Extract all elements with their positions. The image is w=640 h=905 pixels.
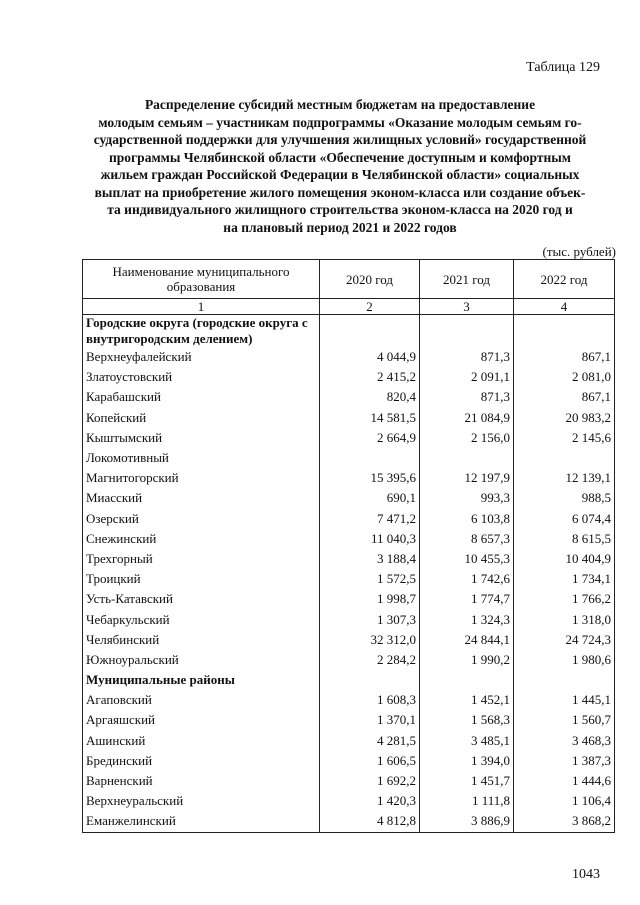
table-row — [83, 630, 615, 650]
value-2020: 1 608,3 — [320, 690, 420, 710]
municipality-name: Снежинский — [83, 529, 320, 549]
table-row — [83, 589, 615, 609]
value-2022: 1 444,6 — [514, 771, 615, 791]
title-line: та индивидуального жилищного строительства эконом-класса на 2020 год и — [107, 202, 573, 217]
value-2021: 993,3 — [420, 488, 514, 508]
municipality-name: Еманжелинский — [83, 811, 320, 832]
table-row — [83, 811, 615, 832]
value-2022: 3 468,3 — [514, 731, 615, 751]
table-row — [83, 529, 615, 549]
table-row — [83, 468, 615, 488]
value-2020: 1 307,3 — [320, 609, 420, 629]
value-2022: 20 983,2 — [514, 408, 615, 428]
title-line: сударственной поддержки для улучшения жилищных условий» государственной — [93, 132, 587, 147]
value-2022: 1 560,7 — [514, 710, 615, 730]
value-2020 — [320, 448, 420, 468]
municipality-name: Брединский — [83, 751, 320, 771]
municipality-name: Аргаяшский — [83, 710, 320, 730]
column-number: 2 — [320, 299, 420, 315]
municipality-name: Южноуральский — [83, 650, 320, 670]
subsidy-table — [82, 259, 615, 833]
value-2020: 4 812,8 — [320, 811, 420, 832]
title-line: выплат на приобретение жилого помещения эконом-класса или создание объек- — [94, 184, 586, 200]
value-2020: 3 188,4 — [320, 549, 420, 569]
table-row — [83, 549, 615, 569]
value-2022: 2 145,6 — [514, 428, 615, 448]
value-2022: 1 766,2 — [514, 589, 615, 609]
table-row — [83, 387, 615, 407]
municipality-name: Агаповский — [83, 690, 320, 710]
municipality-name: Златоустовский — [83, 367, 320, 387]
value-2022: 8 615,5 — [514, 529, 615, 549]
value-2021: 871,3 — [420, 387, 514, 407]
empty-cell — [420, 315, 514, 348]
municipality-name: Варненский — [83, 771, 320, 791]
table-row — [83, 650, 615, 670]
value-2020: 1 572,5 — [320, 569, 420, 589]
value-2021: 1 394,0 — [420, 751, 514, 771]
section-row — [83, 670, 615, 690]
value-2020: 4 281,5 — [320, 731, 420, 751]
value-2020: 2 664,9 — [320, 428, 420, 448]
municipality-name: Ашинский — [83, 731, 320, 751]
value-2020: 32 312,0 — [320, 630, 420, 650]
title-line: жильем граждан Российской Федерации в Челябинской области» социальных — [100, 167, 580, 182]
value-2022: 867,1 — [514, 387, 615, 407]
table-row — [83, 791, 615, 811]
page-number: 1043 — [572, 867, 600, 882]
empty-cell — [320, 670, 420, 690]
value-2021: 1 111,8 — [420, 791, 514, 811]
value-2022: 1 445,1 — [514, 690, 615, 710]
value-2021: 871,3 — [420, 347, 514, 367]
value-2021: 12 197,9 — [420, 468, 514, 488]
value-2020: 1 998,7 — [320, 589, 420, 609]
table-row — [83, 751, 615, 771]
value-2020: 2 284,2 — [320, 650, 420, 670]
title-line: на плановый период 2021 и 2022 годов — [223, 219, 457, 235]
value-2020: 2 415,2 — [320, 367, 420, 387]
table-row — [83, 367, 615, 387]
value-2021: 6 103,8 — [420, 509, 514, 529]
title-line: программы Челябинской области «Обеспечение доступным и комфортным — [109, 149, 571, 165]
municipality-name: Верхнеуфалейский — [83, 347, 320, 367]
header-name: Наименование муниципального образования — [83, 260, 320, 299]
municipality-name: Копейский — [83, 408, 320, 428]
value-2020: 1 606,5 — [320, 751, 420, 771]
table-row — [83, 448, 615, 468]
column-number: 3 — [420, 299, 514, 315]
value-2022: 867,1 — [514, 347, 615, 367]
municipality-name: Озерский — [83, 509, 320, 529]
table-row — [83, 488, 615, 508]
table-label: Таблица 129 — [526, 60, 600, 75]
value-2021: 1 774,7 — [420, 589, 514, 609]
value-2020: 1 370,1 — [320, 710, 420, 730]
value-2021: 3 886,9 — [420, 811, 514, 832]
empty-cell — [320, 315, 420, 348]
value-2020: 7 471,2 — [320, 509, 420, 529]
value-2021: 2 156,0 — [420, 428, 514, 448]
table-row — [83, 731, 615, 751]
table-row — [83, 690, 615, 710]
header-2022: 2022 год — [514, 260, 615, 299]
municipality-name: Трехгорный — [83, 549, 320, 569]
value-2020: 4 044,9 — [320, 347, 420, 367]
value-2022: 2 081,0 — [514, 367, 615, 387]
value-2021 — [420, 448, 514, 468]
header-2020: 2020 год — [320, 260, 420, 299]
table-row — [83, 771, 615, 791]
value-2021: 21 084,9 — [420, 408, 514, 428]
value-2021: 1 568,3 — [420, 710, 514, 730]
value-2021: 1 452,1 — [420, 690, 514, 710]
municipality-name: Чебаркульский — [83, 609, 320, 629]
table-row — [83, 569, 615, 589]
municipality-name: Троицкий — [83, 569, 320, 589]
value-2022: 1 387,3 — [514, 751, 615, 771]
value-2022: 1 318,0 — [514, 609, 615, 629]
value-2020: 1 420,3 — [320, 791, 420, 811]
section-heading: Муниципальные районы — [83, 670, 320, 690]
value-2021: 1 990,2 — [420, 650, 514, 670]
value-2022: 1 980,6 — [514, 650, 615, 670]
value-2022: 3 868,2 — [514, 811, 615, 832]
column-number: 4 — [514, 299, 615, 315]
empty-cell — [514, 315, 615, 348]
empty-cell — [514, 670, 615, 690]
value-2020: 690,1 — [320, 488, 420, 508]
municipality-name: Кыштымский — [83, 428, 320, 448]
title-line: Распределение субсидий местным бюджетам на предоставление — [144, 97, 536, 112]
header-row — [83, 260, 615, 299]
value-2022: 1 106,4 — [514, 791, 615, 811]
value-2020: 15 395,6 — [320, 468, 420, 488]
table-row — [83, 609, 615, 629]
value-2021: 24 844,1 — [420, 630, 514, 650]
value-2021: 1 451,7 — [420, 771, 514, 791]
empty-cell — [420, 670, 514, 690]
municipality-name: Усть-Катавский — [83, 589, 320, 609]
table-body — [83, 315, 615, 833]
value-2020: 1 692,2 — [320, 771, 420, 791]
value-2020: 14 581,5 — [320, 408, 420, 428]
municipality-name: Челябинский — [83, 630, 320, 650]
title-line: молодым семьям – участникам подпрограммы «Оказание молодым семьям го- — [98, 114, 582, 130]
table-row — [83, 347, 615, 367]
value-2021: 1 324,3 — [420, 609, 514, 629]
value-2022: 6 074,4 — [514, 509, 615, 529]
table-row — [83, 428, 615, 448]
value-2022 — [514, 448, 615, 468]
column-number: 1 — [83, 299, 320, 315]
value-2021: 1 742,6 — [420, 569, 514, 589]
table-row — [83, 509, 615, 529]
value-2020: 820,4 — [320, 387, 420, 407]
value-2020: 11 040,3 — [320, 529, 420, 549]
column-number-row — [83, 299, 615, 315]
section-heading: Городские округа (городские округа с внутригородским делением) — [83, 315, 320, 348]
value-2021: 8 657,3 — [420, 529, 514, 549]
value-2022: 24 724,3 — [514, 630, 615, 650]
municipality-name: Миасский — [83, 488, 320, 508]
table-row — [83, 408, 615, 428]
table-row — [83, 710, 615, 730]
municipality-name: Верхнеуральский — [83, 791, 320, 811]
document-title — [80, 96, 600, 236]
unit-label: (тыс. рублей) — [542, 244, 616, 259]
value-2021: 10 455,3 — [420, 549, 514, 569]
value-2022: 1 734,1 — [514, 569, 615, 589]
value-2022: 10 404,9 — [514, 549, 615, 569]
header-2021: 2021 год — [420, 260, 514, 299]
value-2022: 988,5 — [514, 488, 615, 508]
value-2021: 3 485,1 — [420, 731, 514, 751]
municipality-name: Магнитогорский — [83, 468, 320, 488]
section-row — [83, 315, 615, 348]
municipality-name: Локомотивный — [83, 448, 320, 468]
municipality-name: Карабашский — [83, 387, 320, 407]
value-2021: 2 091,1 — [420, 367, 514, 387]
value-2022: 12 139,1 — [514, 468, 615, 488]
